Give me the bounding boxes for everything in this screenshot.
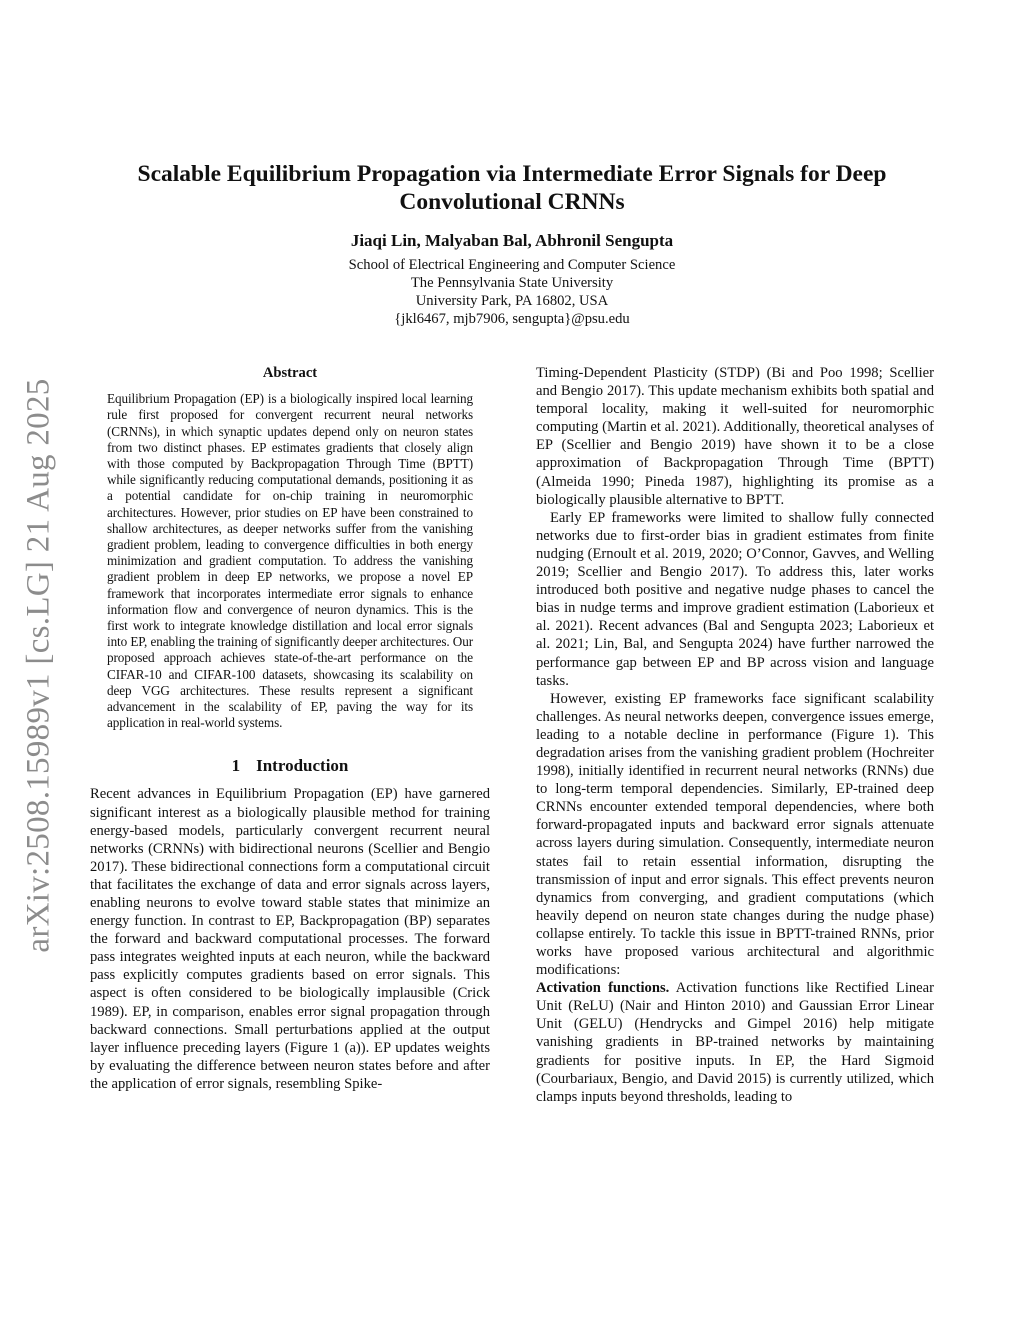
author-list: Jiaqi Lin, Malyaban Bal, Abhronil Sengupta [350, 231, 674, 250]
affiliation-block [100, 256, 924, 328]
intro-paragraph-3: However, existing EP frameworks face significant scalability challenges. As neural networks deepen, convergence issues emerge, leading to a notable decline in performance (Figure 1). This degradation arises from the vanishing gradient problem (Hochreiter 1998), initially identified in recurrent neural networks (RNNs) due to long-term temporal dependencies. Similarly, EP-trained deep CRNNs encounter extended temporal dependencies, where both forward-propagated inputs and backward error signals attenuate across layers during simulation. Consequently, intermediate neuron states fail to retain essential information, disrupting the transmission of input and error signals. This effect prevents neuron dynamics from converging, and gradient computations (which heavily depend on neuron state changes during the nudge phase) collapse entirely. To tackle this issue in BPTT-trained RNNs, prior works have proposed various architectural and algorithmic modifications: [536, 690, 934, 979]
section-title: Introduction [256, 756, 349, 776]
affiliation-address: University Park, PA 16802, USA [415, 293, 609, 309]
affiliation-emails: {jkl6467, mjb7906, sengupta}@psu.edu [394, 311, 630, 327]
right-column [536, 364, 934, 1106]
paper-header [100, 160, 924, 328]
affiliation-university: The Pennsylvania State University [410, 275, 614, 291]
abstract-text: Equilibrium Propagation (EP) is a biologically inspired local learning rule first proposed for convergent recurrent neural networks (CRNNs), in which synaptic updates depend only on neuron states from two distinct phases. EP estimates gradients that closely align with those computed by Backpropagation Through Time (BPTT) while significantly reducing computational demands, positioning it as a potential candidate for on-chip training in neuromorphic architectures. However, prior studies on EP have been constrained to shallow architectures, as deeper networks suffer from the vanishing gradient problem, leading to convergence difficulties in both energy minimization and gradient computation. To address the vanishing gradient problem in deep EP networks, we propose a novel EP framework that incorporates intermediate error signals to enhance information flow and convergence of neuron dynamics. This is the first work to integrate knowledge distillation and local error signals into EP, enabling the training of significantly deeper architectures. Our proposed approach achieves state-of-the-art performance on the CIFAR-10 and CIFAR-100 datasets, showcasing its scalability on deep VGG architectures. These results represent a significant advancement in the scalability of EP, paving the way for its application in real-world systems. [107, 391, 473, 731]
affiliation-school: School of Electrical Engineering and Computer Science [348, 257, 676, 273]
left-column [90, 364, 490, 1093]
abstract-heading: Abstract [262, 365, 318, 381]
intro-paragraph-1: Recent advances in Equilibrium Propagation (EP) have garnered significant interest as a biologically plausible method for training energy-based models, particularly convergent recurrent neural networks (CRNNs) with bidirectional neurons (Scellier and Bengio 2017). These bidirectional connections form a computational circuit that facilitates the exchange of data and error signals across layers, enabling neurons to evolve toward stable states that minimize an energy function. In contrast to EP, Backpropagation (BP) separates the forward and backward computational processes. The forward pass integrates weighted inputs at each neuron, while the backward pass explicitly computes gradients based on error signals. This aspect is often considered to be biologically implausible (Crick 1989). EP, in comparison, enables error signal propagation through backward connections. Small perturbations applied at the output layer influence preceding layers (Figure 1 (a)). EP updates weights by evaluating the difference between neuron states before and after the application of error signals, resembling Spike- [90, 786, 490, 1092]
intro-paragraph-2: Early EP frameworks were limited to shallow fully connected networks due to first-order bias in gradient estimates from finite nudging (Ernoult et al. 2019, 2020; O’Connor, Gavves, and Welling 2019; Scellier and Bengio 2017). To address this, later works introduced both positive and negative nudge phases to cancel the bias in nudge terms and improve gradient estimation (Laborieux et al. 2021). Recent advances (Bal and Sengupta 2023; Laborieux et al. 2021; Lin, Bal, and Sengupta 2024) have further narrowed the performance gap between EP and BP across vision and language tasks. [536, 509, 934, 689]
section-heading-introduction [90, 757, 490, 775]
run-in-heading: Activation functions. [536, 980, 670, 997]
intro-paragraph-activation-functions [536, 979, 934, 1106]
activation-functions-text: Activation functions like Rectified Linear Unit (ReLU) (Nair and Hinton 2010) and Gaussian Error Linear Unit (GELU) (Hendrycks and Gimpel 2016) help mitigate vanishing gradients in BP-trained networks by maintaining gradients for positive inputs. In EP, the Hard Sigmoid (Courbariaux, Bengio, and David 2015) is currently utilized, which clamps inputs beyond thresholds, leading to [536, 980, 934, 1105]
intro-paragraph-1-continued: Timing-Dependent Plasticity (STDP) (Bi and Poo 1998; Scellier and Bengio 2017). This update mechanism exhibits both spatial and temporal locality, making it well-suited for neuromorphic computing (Martin et al. 2021). Additionally, theoretical analyses of EP (Scellier and Bengio 2019) have shown it to be a close approximation of Backpropagation Through Time (BPTT) (Almeida 1990; Pineda 1987), highlighting its promise as a biologically plausible alternative to BPTT. [536, 365, 934, 508]
arxiv-identifier-stamp [8, 370, 70, 960]
paper-title: Scalable Equilibrium Propagation via Intermediate Error Signals for Deep Convolutional CRNNs [137, 161, 887, 215]
section-number: 1 [231, 756, 241, 776]
arxiv-identifier-text: arXiv:2508.15989v1 [cs.LG] 21 Aug 2025 [20, 377, 57, 953]
